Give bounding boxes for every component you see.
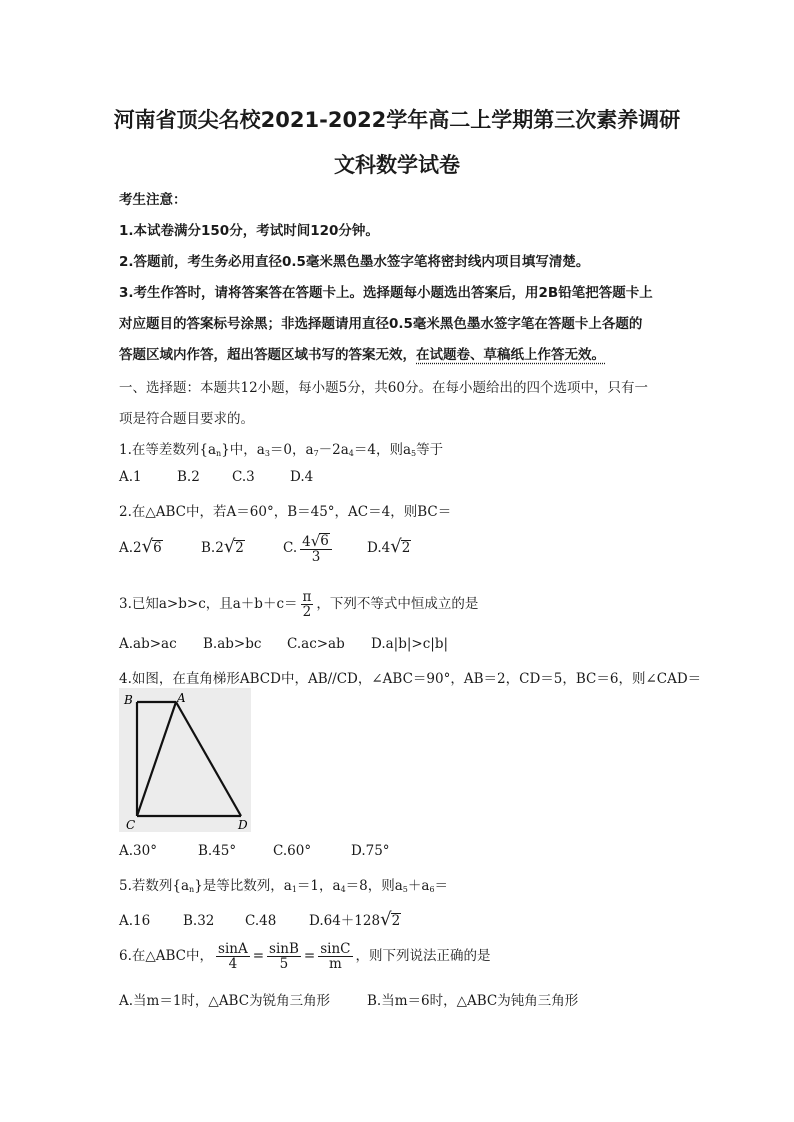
q3-text: ，下列不等式中恒成立的是 [316, 596, 479, 613]
question-1-options [119, 469, 313, 485]
sqrt-symbol: √ 6 [310, 531, 329, 550]
question-6-stem [119, 942, 491, 971]
q5-option-a: A.16 [119, 913, 151, 929]
equals-sign: = [252, 948, 265, 965]
q4-option-d: D.75° [351, 843, 390, 859]
q1-text: 1.在等差数列{a [119, 442, 217, 458]
equals-sign: = [303, 948, 316, 965]
q2-option-b [201, 538, 283, 556]
question-5-stem [119, 874, 448, 894]
q1-text: ＝4，则a [353, 442, 412, 458]
notice-item-3-line3 [119, 343, 605, 363]
q1-option-c: C.3 [232, 469, 255, 485]
sqrt-symbol: √ 2 [390, 536, 411, 558]
diagonal-ac [137, 702, 176, 816]
q2-c-text: C. [283, 540, 298, 557]
exam-subtitle: 文科数学试卷 [334, 153, 460, 177]
q1-option-b: B.2 [177, 469, 200, 485]
label-b: B [124, 693, 133, 707]
question-4-options [119, 843, 390, 859]
sqrt-symbol: √ 2 [380, 909, 401, 930]
q2-a-text: A.2 [119, 540, 142, 557]
exam-title: 河南省顶尖名校2021-2022学年高二上学期第三次素养调研 [113, 108, 681, 132]
q1-option-d: D.4 [290, 469, 314, 485]
q5-sub: 1 [291, 885, 297, 894]
notice-item-3-line3-dotted: 在试题卷、草稿纸上作答无效。 [416, 347, 605, 363]
q5-sub: 5 [402, 885, 408, 894]
q6-option-a: A.当m＝1时，△ABC为锐角三角形 [119, 993, 331, 1009]
q2-b-radicand: 2 [235, 540, 244, 557]
question-1-stem [119, 438, 443, 458]
q2-b-text: B.2 [201, 540, 224, 557]
notice-item-1: 1.本试卷满分150分，考试时间120分钟。 [119, 223, 379, 239]
q2-c-den: 3 [311, 549, 321, 566]
question-6-options [119, 989, 578, 1009]
q5-option-d [309, 909, 401, 929]
notice-item-3-line1: 3.考生作答时，请将答案答在答题卡上。选择题每小题选出答案后，用2B铅笔把答题卡上 [119, 285, 653, 301]
q6-f3-num: sinC [320, 941, 351, 957]
section-intro-line2: 项是符合题目要求的。 [119, 411, 254, 427]
q4-option-c: C.60° [273, 843, 312, 859]
question-5-options [119, 909, 401, 929]
q1-sub: 7 [313, 449, 319, 458]
q2-option-d [367, 538, 411, 556]
q1-text: }中，a [221, 442, 265, 458]
q1-sub: 5 [411, 449, 417, 458]
notice-item-2: 2.答题前，考生务必用直径0.5毫米黑色墨水签字笔将密封线内项目填写清楚。 [119, 254, 590, 270]
q2-a-radicand: 6 [153, 540, 162, 557]
q3-num: π [302, 589, 312, 605]
q5-sub: n [189, 885, 195, 894]
q2-d-radicand: 2 [401, 540, 411, 557]
q5-d-radicand: 2 [391, 913, 401, 930]
q5-text: 5.若数列{a [119, 878, 190, 894]
q2-c-num: 4 [302, 533, 311, 550]
q3-option-c: C.ac>ab [287, 636, 345, 652]
q1-sub: n [216, 449, 222, 458]
q1-text: －2a [318, 442, 349, 458]
section-intro-line1: 一、选择题：本题共12小题，每小题5分，共60分。在每小题给出的四个选项中，只有一 [119, 380, 648, 396]
q5-text: ＝1，a [296, 878, 341, 894]
q6-f2-den: 5 [279, 956, 289, 973]
q6-text: 6.在△ABC中， [119, 948, 214, 965]
q4-option-b: B.45° [198, 843, 237, 859]
q1-text: 等于 [416, 442, 444, 458]
label-c: C [126, 818, 136, 832]
notice-heading: 考生注意： [119, 192, 187, 208]
q5-option-b: B.32 [183, 913, 215, 929]
q6-fraction-b [267, 942, 301, 971]
q2-d-text: D.4 [367, 540, 391, 557]
q3-den: 2 [302, 604, 312, 621]
q6-fraction-a [216, 942, 250, 971]
q2-c-fraction [300, 533, 332, 564]
q2-option-c [283, 533, 367, 564]
q3-option-b: B.ab>bc [203, 636, 262, 652]
q6-fraction-c [318, 942, 352, 971]
label-d: D [238, 818, 248, 832]
question-2-options [119, 533, 411, 564]
q5-text: ＝8，则a [345, 878, 403, 894]
q1-text: ＝0，a [269, 442, 314, 458]
question-3-stem [119, 590, 478, 619]
q6-f1-den: 4 [228, 956, 238, 973]
q5-text: ＋a [407, 878, 430, 894]
q6-f2-num: sinB [269, 941, 299, 957]
q6-f3-den: m [328, 956, 342, 973]
q3-fraction [301, 590, 314, 619]
q3-option-d: D.a|b|>c|b| [371, 636, 449, 652]
q5-text: }是等比数列，a [194, 878, 292, 894]
q6-f1-num: sinA [218, 941, 248, 957]
notice-item-3-line3-a: 答题区域内作答，超出答题区域书写的答案无效， [119, 347, 416, 363]
label-a: A [177, 691, 186, 705]
q2-option-a [119, 538, 201, 556]
q5-sub: 6 [429, 885, 435, 894]
trapezoid-diagram [119, 688, 251, 832]
question-4-stem: 4.如图，在直角梯形ABCD中，AB//CD，∠ABC＝90°，AB＝2，CD＝5，BC＝6，则∠CAD＝ [119, 671, 702, 687]
question-2-stem: 2.在△ABC中，若A＝60°，B＝45°，AC＝4，则BC＝ [119, 504, 452, 520]
question-3-options [119, 636, 448, 652]
q6-option-b: B.当m＝6时，△ABC为钝角三角形 [367, 993, 579, 1009]
q3-text: 3.已知a>b>c，且a＋b＋c＝ [119, 596, 298, 613]
q3-option-a: A.ab>ac [119, 636, 177, 652]
sqrt-symbol: √ 2 [223, 536, 244, 558]
q2-c-radicand: 6 [320, 533, 329, 549]
q5-sub: 4 [340, 885, 346, 894]
side-ad [176, 702, 241, 816]
q5-text: ＝ [434, 878, 449, 894]
q5-d-text: D.64＋128 [309, 913, 381, 929]
q1-sub: 3 [264, 449, 270, 458]
notice-item-3-line2: 对应题目的答案标号涂黑；非选择题请用直径0.5毫米黑色墨水签字笔在答题卡上各题的 [119, 316, 643, 332]
q1-option-a: A.1 [119, 469, 142, 485]
q4-option-a: A.30° [119, 843, 157, 859]
q5-option-c: C.48 [245, 913, 277, 929]
trapezoid-figure [119, 688, 251, 832]
q6-text: ，则下列说法正确的是 [355, 948, 491, 965]
sqrt-symbol: √ 6 [141, 536, 162, 558]
q1-sub: 4 [348, 449, 354, 458]
